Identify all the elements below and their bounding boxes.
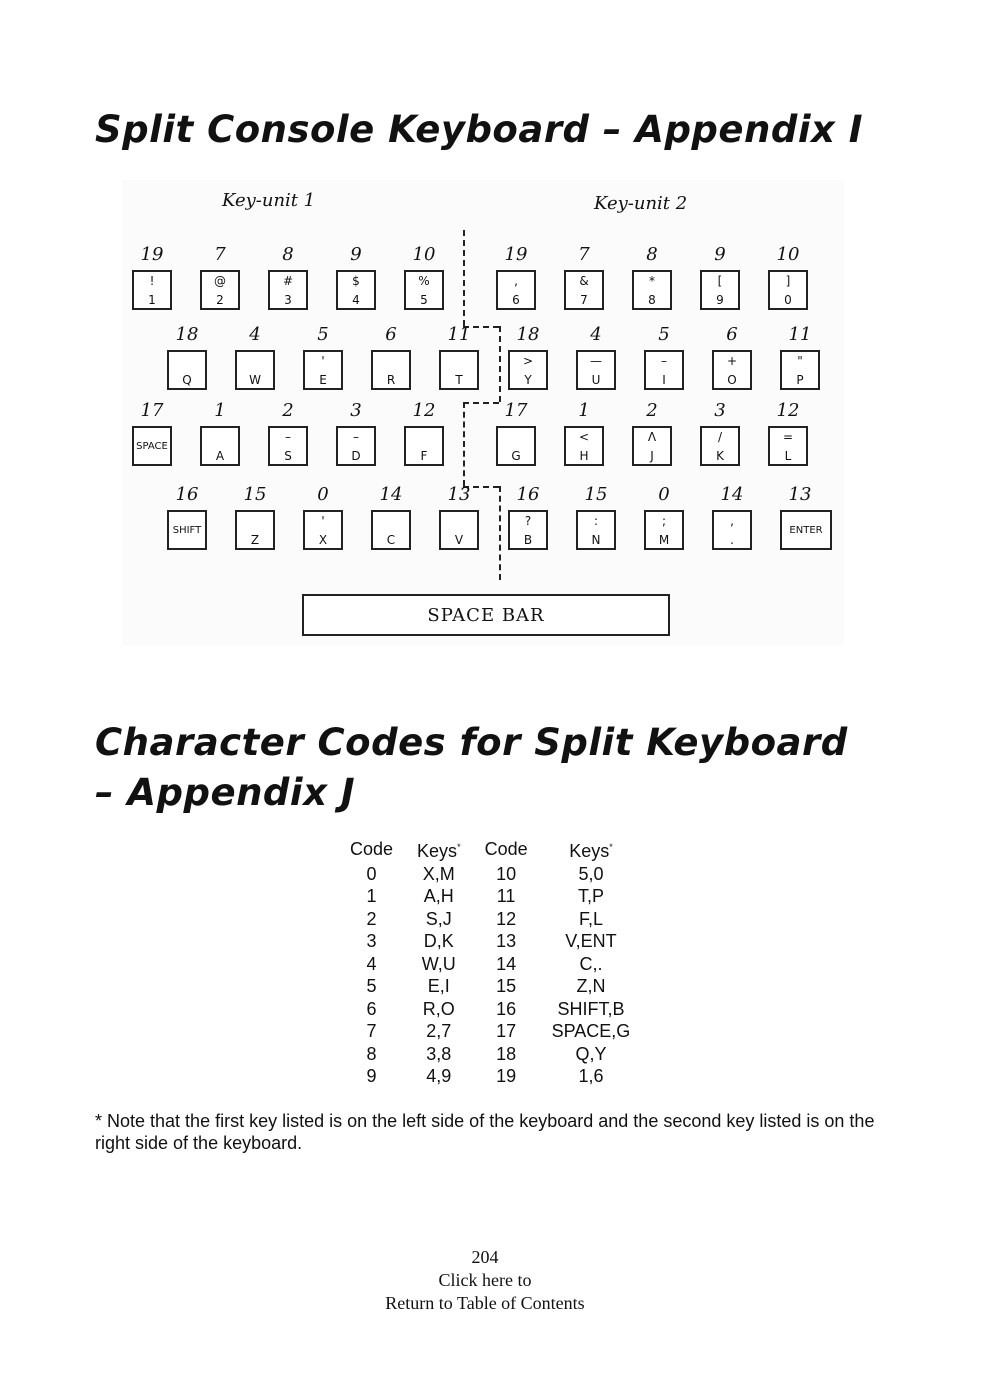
- split-divider-segment: [463, 230, 465, 326]
- key-shift-symbol: #: [282, 274, 294, 288]
- key-right-0-1: [564, 270, 604, 310]
- key-shift-symbol: ": [797, 354, 803, 368]
- section-title: Character Codes for Split Keyboard – Appendix J: [95, 721, 848, 814]
- key-left-3-4: [439, 510, 479, 550]
- table-row: [338, 885, 642, 908]
- key-code-label: 1: [578, 400, 590, 421]
- key-main-label: C: [386, 533, 396, 547]
- key-shift-symbol: ;: [661, 514, 667, 528]
- code-cell: 18: [496, 1043, 517, 1064]
- key-main-label: L: [784, 449, 792, 463]
- keys-cell: 5,0: [578, 863, 604, 884]
- key-left-0-2: [268, 270, 308, 310]
- key-main-label: G: [511, 449, 521, 463]
- page-footer: [300, 1246, 670, 1315]
- table-row: [338, 1065, 642, 1088]
- key-code-label: 15: [243, 484, 267, 505]
- key-main-label: P: [796, 373, 804, 387]
- key-code-label: 10: [412, 244, 436, 265]
- key-shift-symbol: +: [726, 354, 738, 368]
- key-left-3-2: [303, 510, 343, 550]
- code-cell: 17: [496, 1021, 517, 1041]
- key-shift-symbol: @: [214, 274, 226, 288]
- key-right-3-1: [576, 510, 616, 550]
- key-shift-symbol: %: [418, 274, 430, 288]
- key-shift-symbol: =: [782, 430, 794, 444]
- code-cell: 10: [496, 863, 517, 884]
- key-shift-symbol: –: [353, 430, 359, 444]
- split-divider-segment: [463, 402, 499, 404]
- key-left-1-4: [439, 350, 479, 390]
- code-cell: 7: [366, 1021, 377, 1041]
- split-keyboard-diagram: [122, 180, 844, 645]
- table-row: [338, 930, 642, 953]
- key-main-label: 6: [512, 293, 520, 307]
- keys-cell: 2,7: [426, 1021, 452, 1041]
- key-main-label: 3: [284, 293, 292, 307]
- key-code-label: 15: [584, 484, 608, 505]
- key-right-0-3: [700, 270, 740, 310]
- key-main-label: B: [523, 533, 533, 547]
- key-shift-symbol: Λ: [647, 430, 657, 444]
- key-code-label: 3: [350, 400, 362, 421]
- key-left-1-0: [167, 350, 207, 390]
- key-main-label: Q: [182, 373, 192, 387]
- key-right-1-1: [576, 350, 616, 390]
- key-main-label: A: [215, 449, 225, 463]
- key-code-label: 11: [788, 324, 812, 345]
- key-main-label: T: [455, 373, 463, 387]
- key-shift-symbol: &: [579, 274, 589, 288]
- key-left-3-1: [235, 510, 275, 550]
- key-code-label: 10: [776, 244, 800, 265]
- key-main-label: R: [386, 373, 396, 387]
- key-right-3-3: [712, 510, 752, 550]
- keys-cell: V,ENT: [565, 931, 617, 951]
- code-cell: 9: [366, 1066, 377, 1086]
- key-code-label: 19: [140, 244, 164, 265]
- code-cell: 8: [366, 1043, 377, 1064]
- split-divider-segment: [499, 486, 501, 580]
- table-row: [338, 1043, 642, 1066]
- key-shift-symbol: –: [285, 430, 291, 444]
- key-main-label: 0: [784, 293, 792, 307]
- key-main-label: W: [249, 373, 261, 387]
- keys-cell: X,M: [422, 863, 455, 884]
- table-header-row: [338, 836, 642, 863]
- key-code-label: 5: [658, 324, 670, 345]
- key-main-label: 5: [420, 293, 428, 307]
- key-unit-1-label: Key-unit 1: [222, 190, 316, 211]
- keys-cell: D,K: [423, 931, 454, 951]
- key-right-0-2: [632, 270, 672, 310]
- key-right-3-4: [780, 510, 832, 550]
- key-left-2-3: [336, 426, 376, 466]
- key-code-label: 1: [214, 400, 226, 421]
- code-cell: 11: [496, 886, 516, 906]
- toc-link[interactable]: [300, 1269, 670, 1315]
- key-main-label: F: [420, 449, 428, 463]
- key-left-1-3: [371, 350, 411, 390]
- key-main-label: 7: [580, 293, 588, 307]
- key-code-label: 13: [788, 484, 812, 505]
- key-left-0-0: [132, 270, 172, 310]
- key-right-1-0: [508, 350, 548, 390]
- key-main-label: SHIFT: [172, 525, 202, 536]
- code-cell: 2: [366, 908, 377, 929]
- key-main-label: .: [730, 533, 734, 547]
- key-code-label: 18: [516, 324, 540, 345]
- key-right-1-4: [780, 350, 820, 390]
- table-row: [338, 1020, 642, 1043]
- key-shift-symbol: ,: [730, 514, 734, 528]
- key-left-3-3: [371, 510, 411, 550]
- keys-cell: SHIFT,B: [557, 998, 625, 1019]
- key-code-label: 9: [350, 244, 362, 265]
- code-cell: 12: [496, 908, 517, 929]
- key-code-label: 12: [776, 400, 800, 421]
- column-header-code: Code: [350, 839, 394, 859]
- key-main-label: ENTER: [789, 525, 823, 536]
- keys-cell: S,J: [425, 908, 452, 929]
- key-shift-symbol: ': [321, 514, 325, 528]
- key-main-label: Z: [250, 533, 260, 547]
- column-header-code: Code: [484, 839, 528, 859]
- key-shift-symbol: ': [321, 354, 325, 368]
- key-main-label: SPACE: [136, 441, 168, 452]
- code-cell: 4: [366, 953, 377, 974]
- key-main-label: 9: [716, 293, 724, 307]
- key-main-label: D: [351, 449, 361, 463]
- key-code-label: 17: [140, 400, 164, 421]
- key-left-1-1: [235, 350, 275, 390]
- key-right-3-2: [644, 510, 684, 550]
- key-left-0-1: [200, 270, 240, 310]
- key-code-label: 8: [646, 244, 658, 265]
- key-main-label: 2: [216, 293, 224, 307]
- page-title: Split Console Keyboard – Appendix I: [95, 108, 864, 151]
- keys-cell: F,L: [578, 908, 603, 929]
- key-left-0-4: [404, 270, 444, 310]
- key-code-label: 6: [726, 324, 738, 345]
- key-main-label: M: [658, 533, 670, 547]
- code-cell: 0: [366, 863, 377, 884]
- key-shift-symbol: *: [649, 274, 655, 288]
- code-cell: 15: [496, 976, 517, 996]
- key-shift-symbol: ?: [524, 514, 532, 528]
- space-bar-key: SPACE BAR: [302, 594, 670, 636]
- key-main-label: 1: [148, 293, 156, 307]
- key-left-1-2: [303, 350, 343, 390]
- key-code-label: 5: [317, 324, 329, 345]
- key-main-label: J: [650, 449, 654, 463]
- key-shift-symbol: !: [149, 274, 155, 288]
- key-right-0-0: [496, 270, 536, 310]
- key-right-3-0: [508, 510, 548, 550]
- keys-cell: 4,9: [426, 1066, 452, 1086]
- key-code-label: 8: [282, 244, 294, 265]
- key-code-label: 14: [379, 484, 403, 505]
- table-row: [338, 863, 642, 886]
- keys-cell: C,.: [579, 953, 603, 974]
- key-shift-symbol: —: [590, 354, 602, 368]
- key-shift-symbol: ,: [514, 274, 518, 288]
- split-divider-segment: [499, 326, 501, 402]
- keys-cell: E,I: [427, 976, 450, 996]
- key-main-label: V: [454, 533, 464, 547]
- key-left-0-3: [336, 270, 376, 310]
- key-main-label: X: [318, 533, 328, 547]
- page-number: 204: [471, 1247, 499, 1267]
- key-main-label: N: [591, 533, 601, 547]
- code-cell: 13: [496, 931, 517, 951]
- key-main-label: 8: [648, 293, 656, 307]
- key-code-label: 7: [578, 244, 590, 265]
- key-shift-symbol: :: [593, 514, 599, 528]
- key-right-2-2: [632, 426, 672, 466]
- key-right-1-2: [644, 350, 684, 390]
- keys-cell: 3,8: [426, 1043, 452, 1064]
- split-divider-segment: [463, 402, 465, 486]
- key-shift-symbol: ]: [785, 274, 791, 288]
- key-code-label: 4: [249, 324, 261, 345]
- key-main-label: K: [716, 449, 724, 463]
- key-unit-2-label: Key-unit 2: [594, 193, 688, 214]
- key-code-label: 7: [214, 244, 226, 265]
- key-shift-symbol: $: [352, 274, 360, 288]
- key-right-2-1: [564, 426, 604, 466]
- key-code-label: 11: [447, 324, 471, 345]
- key-code-label: 12: [412, 400, 436, 421]
- key-left-2-1: [200, 426, 240, 466]
- key-shift-symbol: >: [522, 354, 534, 368]
- key-code-label: 16: [516, 484, 540, 505]
- code-cell: 3: [366, 931, 377, 951]
- key-main-label: U: [591, 373, 601, 387]
- key-main-label: 4: [352, 293, 360, 307]
- code-cell: 6: [366, 998, 377, 1019]
- key-code-label: 9: [714, 244, 726, 265]
- keys-cell: 1,6: [578, 1066, 604, 1086]
- keys-cell: A,H: [423, 886, 454, 906]
- column-header-keys: Keys*: [569, 841, 613, 861]
- key-code-label: 4: [590, 324, 602, 345]
- code-cell: 16: [496, 998, 517, 1019]
- keys-cell: W,U: [421, 953, 456, 974]
- key-code-label: 19: [504, 244, 528, 265]
- key-right-1-3: [712, 350, 752, 390]
- code-cell: 14: [496, 953, 517, 974]
- key-code-label: 0: [317, 484, 329, 505]
- keys-cell: R,O: [422, 998, 455, 1019]
- key-main-label: O: [727, 373, 737, 387]
- table-row: [338, 975, 642, 998]
- toc-link-line-1[interactable]: Click here to: [438, 1270, 532, 1290]
- code-cell: 5: [366, 976, 377, 996]
- key-code-label: 14: [720, 484, 744, 505]
- key-shift-symbol: <: [578, 430, 590, 444]
- key-code-label: 0: [658, 484, 670, 505]
- key-main-label: E: [319, 373, 327, 387]
- keys-cell: T,P: [577, 886, 604, 906]
- character-codes-table: [338, 836, 642, 1088]
- key-code-label: 17: [504, 400, 528, 421]
- footnote: * Note that the first key listed is on the left side of the keyboard and the second key listed is on the right side of the keyboard.: [95, 1111, 875, 1153]
- key-right-0-4: [768, 270, 808, 310]
- key-left-2-2: [268, 426, 308, 466]
- key-left-3-0: [167, 510, 207, 550]
- key-code-label: 13: [447, 484, 471, 505]
- key-shift-symbol: –: [661, 354, 667, 368]
- key-code-label: 18: [175, 324, 199, 345]
- code-cell: 19: [496, 1066, 517, 1086]
- key-right-2-4: [768, 426, 808, 466]
- key-main-label: H: [579, 449, 589, 463]
- keys-cell: Z,N: [576, 976, 606, 996]
- keys-cell: SPACE,G: [551, 1021, 631, 1041]
- key-main-label: I: [662, 373, 666, 387]
- keys-cell: Q,Y: [575, 1043, 607, 1064]
- table-row: [338, 953, 642, 976]
- key-code-label: 16: [175, 484, 199, 505]
- table-row: [338, 908, 642, 931]
- code-cell: 1: [366, 886, 377, 906]
- key-right-2-3: [700, 426, 740, 466]
- key-code-label: 2: [282, 400, 294, 421]
- key-right-2-0: [496, 426, 536, 466]
- key-shift-symbol: [: [717, 274, 723, 288]
- key-code-label: 2: [646, 400, 658, 421]
- key-left-2-4: [404, 426, 444, 466]
- key-code-label: 6: [385, 324, 397, 345]
- key-shift-symbol: /: [717, 430, 723, 444]
- key-left-2-0: [132, 426, 172, 466]
- toc-link-line-2[interactable]: Return to Table of Contents: [385, 1293, 585, 1313]
- table-row: [338, 998, 642, 1021]
- column-header-keys: Keys*: [417, 841, 461, 861]
- key-main-label: Y: [524, 373, 532, 387]
- key-main-label: S: [284, 449, 292, 463]
- key-code-label: 3: [714, 400, 726, 421]
